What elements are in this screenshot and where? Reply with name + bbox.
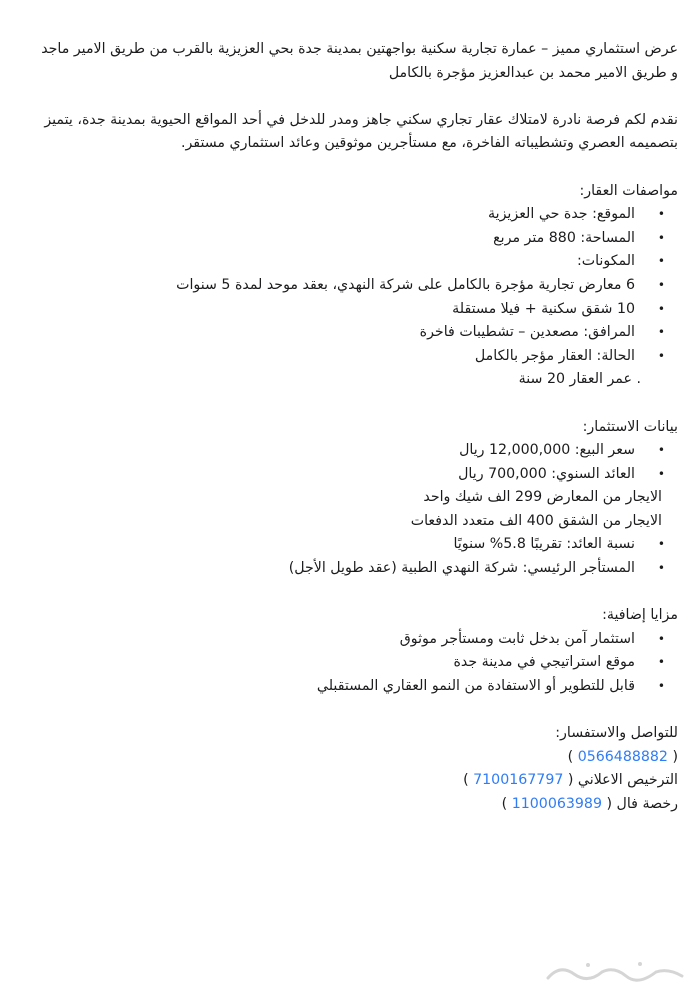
list-item: • موقع استراتيجي في مدينة جدة — [30, 651, 678, 675]
fal-number-link[interactable]: 1100063989 — [511, 796, 602, 812]
specs-heading: مواصفات العقار: — [579, 182, 678, 199]
license-close: ) — [463, 772, 474, 789]
list-item: • الموقع: جدة حي العزيزية — [30, 203, 678, 227]
contact-heading: للتواصل والاستفسار: — [555, 725, 678, 742]
bullet-icon: • — [657, 443, 665, 458]
fal-close: ) — [501, 796, 512, 812]
investment-list-a — [30, 439, 678, 486]
list-item: • المرافق: مصعدين – تشطيبات فاخرة — [30, 321, 678, 345]
bullet-icon: • — [657, 207, 665, 222]
list-item: • نسبة العائد: تقريبًا 5.8% سنويًا — [30, 533, 678, 557]
bullet-icon: • — [657, 561, 665, 576]
building-age-line: . عمر العقار 20 سنة — [518, 371, 641, 388]
bullet-icon: • — [657, 277, 665, 292]
specs-list — [30, 203, 678, 368]
phone-line — [30, 746, 678, 770]
fal-label: رخصة فال — [612, 796, 678, 812]
list-item: • المستأجر الرئيسي: شركة النهدي الطبية (عقد طويل الأجل) — [30, 557, 678, 581]
license-open: ( — [563, 772, 574, 789]
investment-list-b — [30, 533, 678, 580]
rent-line-showrooms: الايجار من المعارض 299 الف شيك واحد — [423, 489, 662, 506]
bullet-icon: • — [657, 679, 665, 694]
bullet-icon: • — [657, 230, 665, 245]
list-item: • 6 معارض تجارية مؤجرة بالكامل على شركة النهدي، بعقد موحد لمدة 5 سنوات — [30, 274, 678, 298]
bullet-icon: • — [657, 254, 665, 269]
phone-open: ( — [667, 748, 678, 765]
advantages-list — [30, 628, 678, 699]
bullet-icon: • — [657, 655, 665, 670]
advantages-heading: مزايا إضافية: — [602, 607, 678, 624]
bullet-icon: • — [657, 325, 665, 340]
list-item: • استثمار آمن بدخل ثابت ومستأجر موثوق — [30, 628, 678, 652]
bullet-icon: • — [657, 537, 665, 552]
list-item: • المكونات: — [30, 250, 678, 274]
bullet-icon: • — [657, 301, 665, 316]
list-item: • قابل للتطوير أو الاستفادة من النمو العقاري المستقبلي — [30, 675, 678, 699]
bullet-icon: • — [657, 631, 665, 646]
phone-close: ) — [567, 748, 578, 765]
phone-link[interactable]: 0566488882 — [577, 748, 668, 765]
list-item: • العائد السنوي: 700,000 ريال — [30, 463, 678, 487]
listing-headline: عرض استثماري مميز – عمارة تجارية سكنية بواجهتين بمدينة جدة بحي العزيزية بالقرب من طريق الامير ماجد و طريق الامير محمد بن عبدالعزيز مؤجرة بالكامل — [41, 41, 678, 81]
fal-open: ( — [601, 796, 613, 812]
investment-heading: بيانات الاستثمار: — [582, 418, 678, 435]
bullet-icon: • — [657, 348, 665, 363]
list-item: • الحالة: العقار مؤجر بالكامل — [30, 345, 678, 369]
license-line — [30, 769, 678, 793]
listing-description: نقدم لكم فرصة نادرة لامتلاك عقار تجاري سكني جاهز ومدر للدخل في أحد المواقع الحيوية بمدينة جدة، يتميز بتصميمه العصري وتشطيباته الفاخرة، مع مستأجرين موثوقين وعائد استثماري مستقر. — [44, 111, 678, 152]
list-item: • 10 شقق سكنية + فيلا مستقلة — [30, 298, 678, 322]
fal-line — [30, 793, 678, 817]
bullet-icon: • — [657, 466, 665, 481]
list-item: • المساحة: 880 متر مربع — [30, 227, 678, 251]
rent-line-apartments: الايجار من الشقق 400 الف متعدد الدفعات — [410, 512, 662, 529]
haraj-logo-watermark-icon — [540, 958, 690, 986]
license-label: الترخيص الاعلاني — [573, 772, 678, 789]
list-item: • سعر البيع: 12,000,000 ريال — [30, 439, 678, 463]
license-number-link[interactable]: 7100167797 — [473, 772, 564, 789]
